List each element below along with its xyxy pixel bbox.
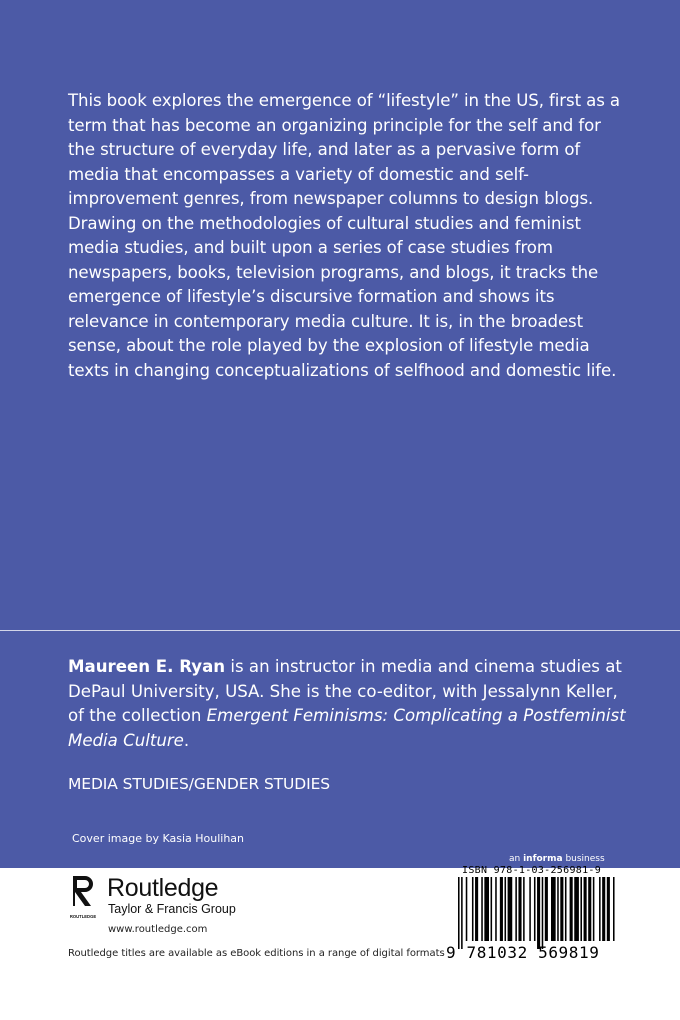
- barcode-bar: [537, 877, 540, 949]
- publisher-strip: [0, 865, 680, 1020]
- back-cover-blurb: This book explores the emergence of “lifestyle” in the US, first as a term that has become an organizing principle for the self and for the structure of everyday life, and later as a pervasive form of media that encompasses a variety of domestic and self-improvement genres, from newspaper columns to design blogs. Drawing on the methodologies of cultural studies and feminist media studies, and built upon a series of case studies from newspapers, books, television programs, and blogs, it tracks the emergence of lifestyle’s discursive formation and shows its relevance in contemporary media culture. It is, in the broadest sense, about the role played by the explosion of lifestyle media texts in changing conceptualizations of selfhood and domestic life.: [68, 91, 621, 380]
- barcode-bar: [458, 877, 460, 949]
- cover-image-credit: Cover image by Kasia Houlihan: [72, 832, 245, 845]
- barcode-bar: [602, 877, 605, 941]
- barcode-bar: [505, 877, 507, 941]
- barcode-bar: [534, 877, 536, 941]
- barcode-bar: [574, 877, 579, 941]
- subject-category: MEDIA STUDIES/GENDER STUDIES: [68, 775, 331, 793]
- barcode-bar: [466, 877, 468, 941]
- barcode-bar: [481, 877, 483, 941]
- publisher-name: Routledge: [107, 874, 219, 902]
- informa-brand: informa: [523, 854, 563, 864]
- barcode-bar: [607, 877, 610, 941]
- bio-end: .: [183, 730, 190, 750]
- barcode-bar: [523, 877, 525, 941]
- isbn-digits: 9 781032 569819: [446, 943, 600, 962]
- barcode-bar: [508, 877, 513, 941]
- barcode-bar: [491, 877, 493, 941]
- barcode-bar: [472, 877, 474, 941]
- barcode-bar: [560, 877, 563, 941]
- barcode-bar: [484, 877, 489, 941]
- ebook-availability-note: Routledge titles are available as eBook editions in a range of digital formats: [68, 948, 445, 959]
- barcode-bar: [545, 877, 548, 941]
- barcode-bar: [599, 877, 601, 941]
- barcode-bar: [515, 877, 517, 941]
- barcode-bar: [461, 877, 463, 949]
- barcode-bar: [542, 877, 544, 949]
- barcode-bar: [551, 877, 556, 941]
- publisher-website[interactable]: www.routledge.com: [108, 924, 208, 935]
- barcode-bar: [557, 877, 559, 941]
- publisher-group: Taylor & Francis Group: [108, 902, 236, 916]
- collection-title: Emergent Feminisms: Complicating a Postfeminist Media Culture: [68, 706, 626, 750]
- author-bio: [68, 655, 628, 753]
- barcode-bar: [529, 877, 531, 941]
- barcode-bar: [584, 877, 587, 941]
- bio-text: is an instructor in media and cinema studies at DePaul University, USA. She is the co-editor, with Jessalynn Keller, of the collection: [68, 657, 622, 725]
- barcode-bar: [593, 877, 595, 941]
- routledge-logo-icon: [69, 872, 97, 920]
- barcode-bar: [518, 877, 521, 941]
- barcode-bar: [580, 877, 582, 941]
- routledge-logo-letters: ROUTLEDGE: [69, 914, 97, 919]
- barcode-bar: [588, 877, 591, 941]
- divider-line: [0, 630, 680, 631]
- author-name: Maureen E. Ryan: [68, 657, 226, 676]
- barcode-bar: [613, 877, 615, 941]
- isbn-label: ISBN 978-1-03-256981-9: [462, 865, 602, 876]
- barcode-bar: [565, 877, 567, 941]
- barcode-bar: [570, 877, 573, 941]
- barcode-bar: [475, 877, 478, 941]
- barcode-bar: [495, 877, 497, 941]
- informa-business-line: an informa business: [509, 854, 605, 864]
- barcode-bar: [500, 877, 503, 941]
